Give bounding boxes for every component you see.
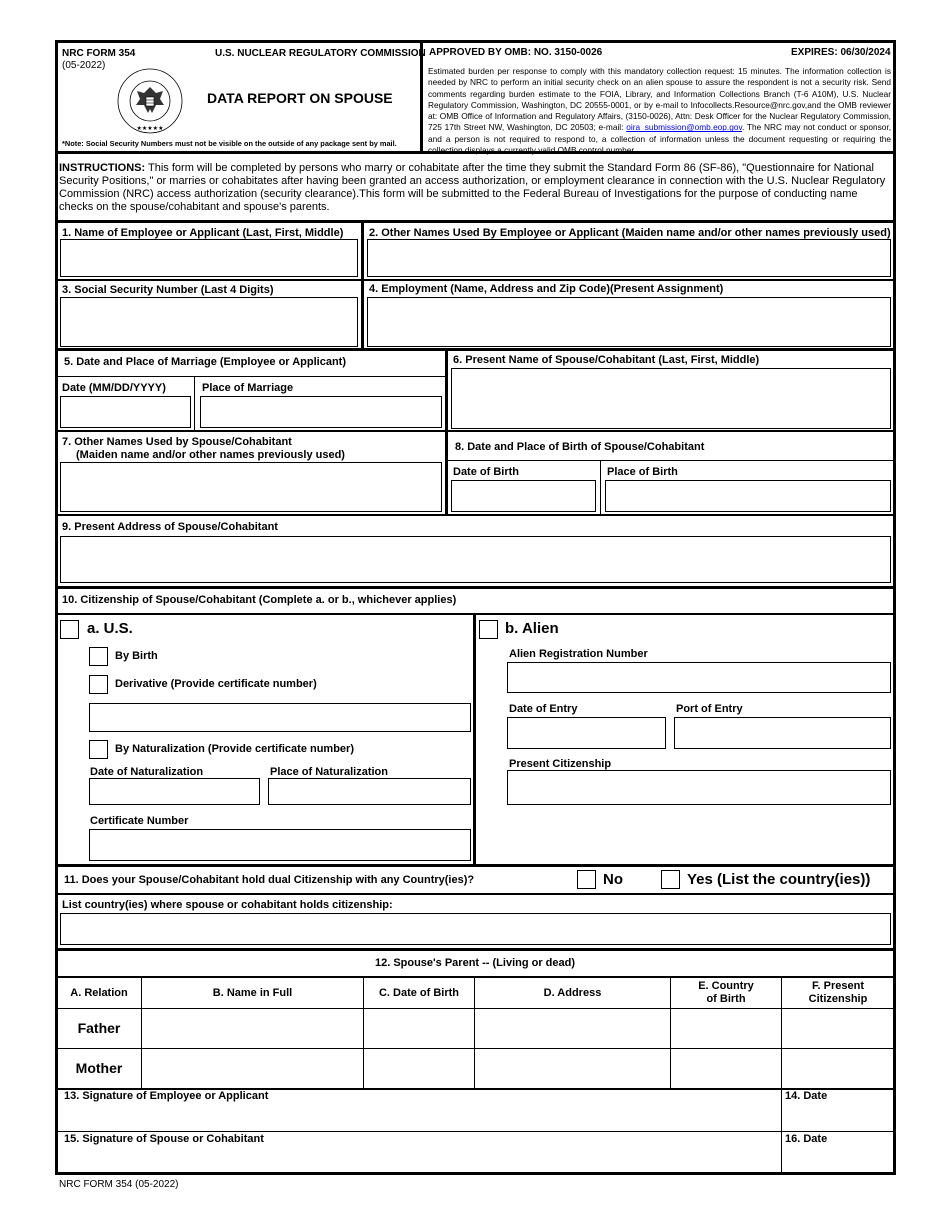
q4-label: 4. Employment (Name, Address and Zip Code)(Present Assignment) (369, 283, 724, 295)
form-number: NRC FORM 354 (62, 48, 136, 59)
instructions-rule (55, 220, 896, 223)
row3-rule (55, 430, 896, 432)
q8-place-label: Place of Birth (607, 466, 678, 478)
instructions-text: This form will be completed by persons who marry or cohabitate after the time they submit the Standard Form 86 (SF-86), "Questionnaire for National Security Positions," or marries or cohabitates after having been granted an access authorization, or employment clearance in connection with the U.S. Nuclear Regulatory Commission (NRC) access authorization (security clearance).This form will be submitted to the Federal Bureau of Investigations for the purpose of conducting name checks on the spouse/cohabitant and spouse's parents. (59, 162, 886, 213)
burden-text-end: . The NRC may not conduct or sponsor, and a person is not required to respond to, a collection of information unless the document requesting or requiring the collection displays a currently valid OMB control number. (428, 122, 891, 156)
alien-checkbox[interactable] (479, 620, 498, 639)
present-citizenship-label: Present Citizenship (509, 758, 612, 770)
alien-registration-label: Alien Registration Number (509, 648, 648, 660)
q7-label: 7. Other Names Used by Spouse/Cohabitant (62, 436, 292, 448)
q11-label: 11. Does your Spouse/Cohabitant hold dual Citizenship with any Country(ies)? (64, 874, 475, 886)
q9-label: 9. Present Address of Spouse/Cohabitant (62, 521, 278, 533)
q16-label: 16. Date (785, 1133, 828, 1145)
father-row-cells[interactable] (142, 1009, 894, 1048)
col-address-header: D. Address (543, 987, 602, 999)
row8-rule (55, 948, 896, 951)
form-edition: (05-2022) (62, 60, 106, 71)
row7-rule (55, 893, 896, 895)
row4-rule (55, 514, 896, 516)
col-name-header: B. Name in Full (212, 987, 293, 999)
derivative-label: Derivative (Provide certificate number) (115, 678, 317, 690)
col-dob-header: C. Date of Birth (378, 987, 460, 999)
naturalization-checkbox[interactable] (89, 740, 108, 759)
q2-other-names-input[interactable] (367, 239, 891, 277)
instructions-label: INSTRUCTIONS: (59, 162, 146, 174)
footer-form-number: NRC FORM 354 (05-2022) (59, 1179, 179, 1190)
q3-label: 3. Social Security Number (Last 4 Digits) (62, 284, 274, 296)
q10-divider (473, 614, 476, 866)
q10a-label: a. U.S. (87, 620, 133, 637)
q2-label: 2. Other Names Used By Employee or Applicant (Maiden name and/or other names previously used) (369, 227, 891, 239)
svg-text:★★★★★: ★★★★★ (136, 126, 164, 132)
q1-q2-divider (361, 222, 364, 349)
q15-label: 15. Signature of Spouse or Cohabitant (64, 1133, 264, 1145)
dual-citizenship-no-label: No (603, 871, 623, 888)
q8-subrule (447, 460, 895, 461)
q5-date-label: Date (MM/DD/YYYY) (62, 382, 166, 394)
burden-statement (428, 66, 891, 156)
form-title: DATA REPORT ON SPOUSE (207, 90, 393, 106)
dual-citizenship-yes-checkbox[interactable] (661, 870, 680, 889)
entry-date-label: Date of Entry (509, 703, 578, 715)
naturalization-date-label: Date of Naturalization (90, 766, 204, 778)
certificate-number-input[interactable] (89, 829, 471, 861)
list-countries-input[interactable] (60, 913, 891, 945)
q9-spouse-address-input[interactable] (60, 536, 891, 583)
q5-label: 5. Date and Place of Marriage (Employee or Applicant) (64, 356, 346, 368)
q8-sub-divider (600, 461, 601, 514)
q14-label: 14. Date (785, 1090, 828, 1102)
list-countries-label: List country(ies) where spouse or cohabitant holds citizenship: (62, 899, 393, 911)
q7-spouse-other-names-input[interactable] (60, 462, 442, 512)
omb-expires: EXPIRES: 06/30/2024 (791, 47, 891, 58)
entry-date-input[interactable] (507, 717, 666, 749)
col-present-citizenship-header: F. Present Citizenship (808, 980, 868, 1005)
table-top-rule (55, 976, 896, 978)
q6-label: 6. Present Name of Spouse/Cohabitant (Last, First, Middle) (453, 354, 760, 366)
q5-sub-divider (194, 377, 195, 430)
q10-label: 10. Citizenship of Spouse/Cohabitant (Complete a. or b., whichever applies) (62, 594, 457, 606)
q8-label: 8. Date and Place of Birth of Spouse/Cohabitant (455, 441, 705, 453)
employee-signature-field[interactable] (57, 1103, 780, 1130)
q1-label: 1. Name of Employee or Applicant (Last, First, Middle) (62, 227, 344, 239)
q3-ssn-input[interactable] (60, 297, 358, 347)
agency-name: U.S. NUCLEAR REGULATORY COMMISSION (215, 48, 426, 59)
burden-text: Estimated burden per response to comply with this mandatory collection request: 15 minutes. The information collection is needed by NRC to perform an initial security check on an alien spouse to assure the respondent is not a security risk. Send comments regarding burden estimate to the FOIA, Library, and Information Collections Branch (T-6 A10M), U.S. Nuclear Regulatory Commission, Washington, DC 20555-0001, or by e-mail to Infocollects.Resource@nrc.gov,and the OMB reviewer at: OMB Office of Information and Regulatory Affairs, (3150-0026), Attn: Desk Officer for the Nuclear Regulatory Commission, 725 17th Street NW, Washington, DC 20503; e-mail: (428, 66, 891, 133)
ssn-note: *Note: Social Security Numbers must not be visible on the outside of any package sent by mail. (62, 139, 397, 148)
dual-citizenship-yes-label: Yes (List the country(ies)) (687, 871, 871, 888)
instructions (59, 162, 889, 214)
naturalization-place-input[interactable] (268, 778, 471, 805)
by-birth-label: By Birth (115, 650, 158, 662)
q7-sublabel: (Maiden name and/or other names previously used) (76, 449, 345, 461)
q1-employee-name-input[interactable] (60, 239, 358, 277)
dual-citizenship-no-checkbox[interactable] (577, 870, 596, 889)
q8-birth-place-input[interactable] (605, 480, 891, 512)
omb-approval: APPROVED BY OMB: NO. 3150-0026 (429, 47, 603, 58)
q12-label: 12. Spouse's Parent -- (Living or dead) (374, 957, 576, 969)
by-birth-checkbox[interactable] (89, 647, 108, 666)
q13-label: 13. Signature of Employee or Applicant (64, 1090, 269, 1102)
spouse-signature-field[interactable] (57, 1146, 780, 1173)
spouse-signature-date-field[interactable] (782, 1146, 893, 1173)
q5-marriage-date-input[interactable] (60, 396, 191, 428)
q5-subrule (57, 376, 446, 377)
col-country-birth-header: E. Country of Birth (698, 980, 754, 1005)
naturalization-date-input[interactable] (89, 778, 260, 805)
omb-email-link[interactable]: oira_submission@omb.eop.gov (626, 122, 742, 133)
q5-place-label: Place of Marriage (202, 382, 294, 394)
row6-rule (55, 864, 896, 867)
certificate-number-label: Certificate Number (90, 815, 189, 827)
q5-marriage-place-input[interactable] (200, 396, 442, 428)
q8-birth-date-input[interactable] (451, 480, 596, 512)
mother-row-cells[interactable] (142, 1049, 894, 1088)
q10b-label: b. Alien (505, 620, 559, 637)
col-relation-header: A. Relation (70, 987, 128, 999)
naturalization-label: By Naturalization (Provide certificate number) (115, 743, 354, 755)
entry-port-label: Port of Entry (676, 703, 743, 715)
father-row-label: Father (77, 1020, 121, 1036)
nrc-seal-icon (115, 67, 185, 135)
q4-employment-input[interactable] (367, 297, 891, 347)
q6-spouse-name-input[interactable] (451, 368, 891, 429)
employee-signature-date-field[interactable] (782, 1103, 893, 1130)
signature-rule (55, 1131, 896, 1132)
naturalization-place-label: Place of Naturalization (270, 766, 388, 778)
alien-registration-input[interactable] (507, 662, 891, 693)
derivative-checkbox[interactable] (89, 675, 108, 694)
mother-row-label: Mother (75, 1060, 123, 1076)
row1-rule (55, 279, 896, 281)
present-citizenship-input[interactable] (507, 770, 891, 805)
row5-rule (55, 586, 896, 589)
row2-rule (55, 348, 896, 351)
q5-q6-divider (445, 350, 448, 514)
entry-port-input[interactable] (674, 717, 891, 749)
us-citizen-checkbox[interactable] (60, 620, 79, 639)
q8-date-label: Date of Birth (453, 466, 519, 478)
derivative-certificate-input[interactable] (89, 703, 471, 732)
